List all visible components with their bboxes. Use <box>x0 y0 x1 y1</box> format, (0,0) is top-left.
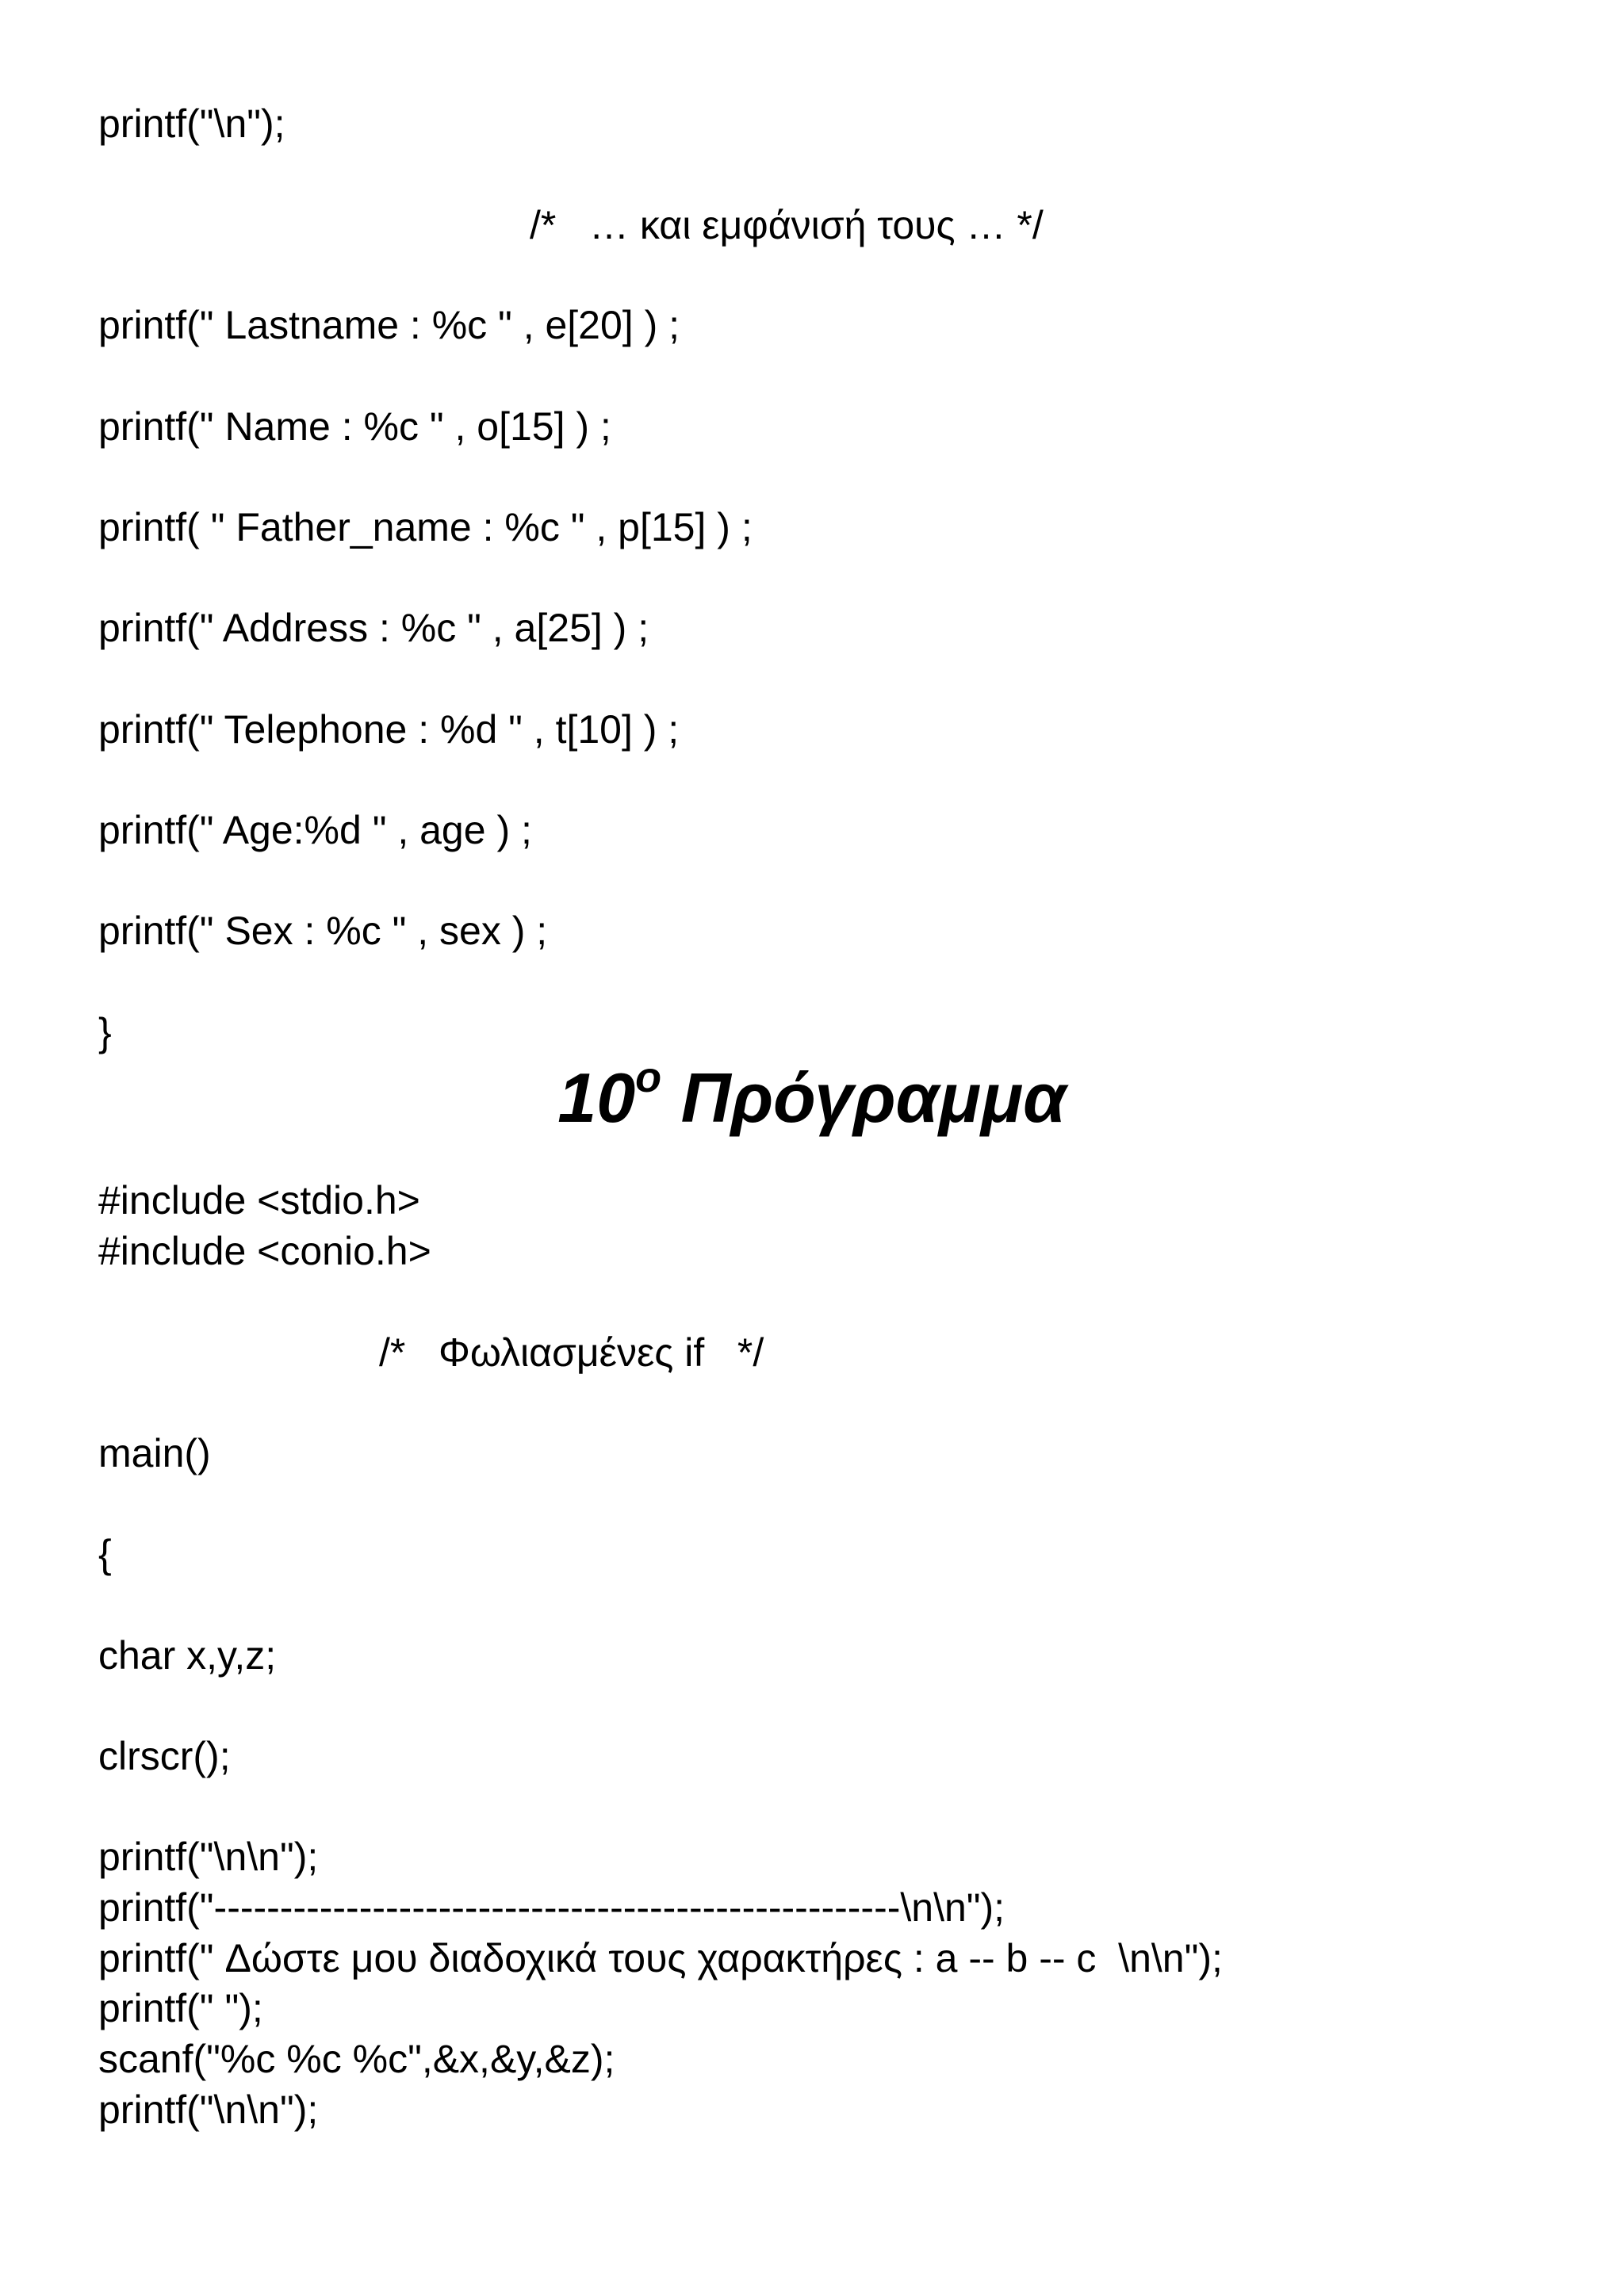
code-line-printf-lastname: printf(" Lastname : %c " , e[20] ) ; <box>98 303 680 347</box>
code-line-main-decl: main() <box>98 1431 211 1475</box>
code-line-printf-prompt: printf(" Δώστε μου διαδοχικά τους χαρακτήρες : a -- b -- c \n\n"); <box>98 1936 1223 1980</box>
code-line-printf-nn-1: printf("\n\n"); <box>98 1835 319 1879</box>
comment-display-fields: /* … και εμφάνισή τους … */ <box>530 203 1044 247</box>
code-line-printf-newline: printf("\n"); <box>98 101 285 146</box>
code-line-printf-telephone: printf(" Telephone : %d " , t[10] ) ; <box>98 707 680 752</box>
code-line-open-brace: { <box>98 1532 112 1576</box>
code-line-printf-space: printf(" "); <box>98 1986 263 2030</box>
code-line-clrscr: clrscr(); <box>98 1734 231 1778</box>
code-line-scanf: scanf("%c %c %c",&x,&y,&z); <box>98 2037 615 2081</box>
code-line-printf-address: printf(" Address : %c " , a[25] ) ; <box>98 606 649 650</box>
code-line-include-stdio: #include <stdio.h> <box>98 1178 420 1223</box>
program-heading <box>0 1053 1624 1138</box>
code-line-include-conio: #include <conio.h> <box>98 1229 431 1273</box>
code-line-char-decl: char x,y,z; <box>98 1633 277 1678</box>
code-line-printf-nn-2: printf("\n\n"); <box>98 2087 319 2132</box>
heading-superscript: ο <box>635 1053 662 1101</box>
code-line-printf-name: printf(" Name : %c " , o[15] ) ; <box>98 404 611 449</box>
code-line-printf-dashes: printf("----------------------------------------------------\n\n"); <box>98 1885 1005 1930</box>
code-line-printf-father-name: printf( " Father_name : %c " , p[15] ) ; <box>98 505 753 549</box>
code-line-printf-sex: printf(" Sex : %c " , sex ) ; <box>98 909 548 953</box>
heading-title: Πρόγραμμα <box>680 1058 1067 1137</box>
heading-number: 10 <box>557 1058 636 1137</box>
code-line-closing-brace: } <box>98 1010 112 1054</box>
code-line-printf-age: printf(" Age:%d " , age ) ; <box>98 808 532 852</box>
comment-nested-if: /* Φωλιασμένες if */ <box>379 1330 764 1375</box>
